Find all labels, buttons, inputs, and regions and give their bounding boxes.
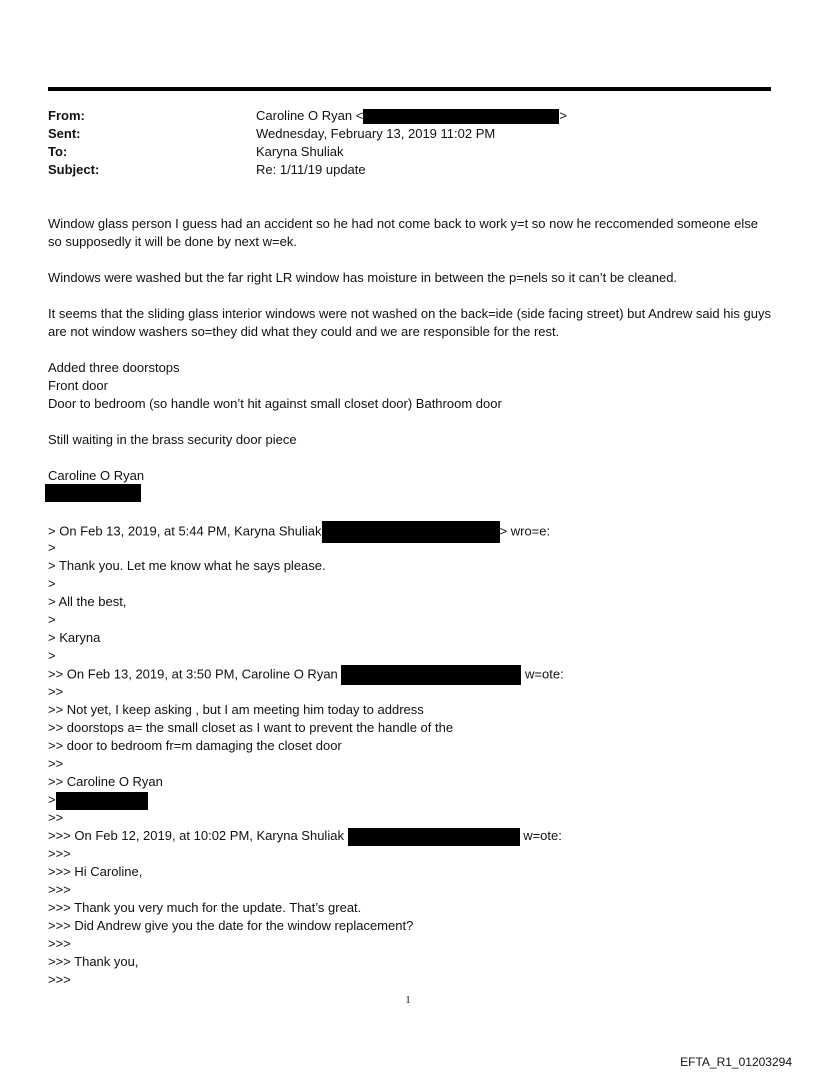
- body-paragraph-3: It seems that the sliding glass interior windows were not washed on the back=ide (side facing street) but Andrew said his guys are not window washers so=they did what they could and we are responsible for the rest.: [48, 306, 771, 339]
- quote-line: >>>: [48, 936, 71, 951]
- quote-line: >: [48, 648, 56, 663]
- subject-value: Re: 1/11/19 update: [256, 162, 366, 177]
- quote-line: >>> Did Andrew give you the date for the window replacement?: [48, 918, 414, 933]
- redaction-block: [363, 109, 559, 124]
- quote-line: >>: [48, 684, 64, 699]
- quote-line: >> Not yet, I keep asking , but I am meeting him today to address: [48, 702, 424, 717]
- header-rule: [48, 87, 771, 91]
- quote-line: >>: [48, 756, 64, 771]
- redaction-block: [56, 792, 148, 810]
- quote-line: >: [48, 576, 56, 591]
- body-paragraph-2: Windows were washed but the far right LR window has moisture in between the p=nels so it can’t be cleaned.: [48, 270, 678, 285]
- quote-line: >>: [48, 810, 64, 825]
- quote-line: >> Caroline O Ryan: [48, 774, 163, 789]
- body-line-bedroom-door: Door to bedroom (so handle won’t hit against small closet door) Bathroom door: [48, 396, 502, 411]
- page-number: 1: [405, 994, 411, 1006]
- quote-line: >>> Thank you,: [48, 954, 139, 969]
- bates-number: EFTA_R1_01203294: [680, 1055, 792, 1069]
- from-value: [256, 107, 567, 125]
- quote-line: >: [48, 540, 56, 555]
- quote-header-text: >> On Feb 13, 2019, at 3:50 PM, Caroline O Ryan: [48, 666, 338, 682]
- body-paragraph-5: Still waiting in the brass security door piece: [48, 432, 297, 447]
- subject-label: Subject:: [48, 162, 100, 177]
- from-label: From:: [48, 108, 85, 123]
- redaction-block: [348, 828, 520, 846]
- from-close-bracket: >: [559, 108, 567, 123]
- quote-header-text: > On Feb 13, 2019, at 5:44 PM, Karyna Shuliak: [48, 523, 322, 539]
- quote-line: >> doorstops a= the small closet as I want to prevent the handle of the: [48, 720, 454, 735]
- sent-label: Sent:: [48, 126, 81, 141]
- quote-line: > Karyna: [48, 630, 101, 645]
- quote-line: > All the best,: [48, 594, 127, 609]
- quote-line: [48, 791, 772, 810]
- body-line-doorstops: Added three doorstops: [48, 360, 180, 375]
- quote-line: >: [48, 612, 56, 627]
- quote-header-suffix: > wro=e:: [499, 523, 551, 539]
- redaction-block: [45, 484, 141, 502]
- quote-line: >>> Hi Caroline,: [48, 864, 143, 879]
- sent-value: Wednesday, February 13, 2019 11:02 PM: [256, 126, 496, 141]
- to-value: Karyna Shuliak: [256, 144, 344, 159]
- quote-line: [48, 827, 772, 846]
- quote-line: >>>: [48, 846, 71, 861]
- from-name: Caroline O Ryan: [256, 108, 353, 123]
- to-label: To:: [48, 144, 68, 159]
- quote-line: >> door to bedroom fr=m damaging the closet door: [48, 738, 342, 753]
- from-open-bracket: <: [355, 108, 364, 123]
- quote-header-suffix: w=ote:: [525, 666, 564, 682]
- body-line-front-door: Front door: [48, 378, 108, 393]
- quote-marker: >: [48, 792, 56, 807]
- quote-line: >>> Thank you very much for the update. That’s great.: [48, 900, 362, 915]
- body-paragraph-1: Window glass person I guess had an accident so he had not come back to work y=t so now he reccomended someone else so supposedly it will be done by next w=ek.: [48, 216, 758, 249]
- quote-line: >>>: [48, 882, 71, 897]
- quote-line: > Thank you. Let me know what he says please.: [48, 558, 326, 573]
- signature-name: Caroline O Ryan: [48, 468, 145, 483]
- quote-line: >>>: [48, 972, 71, 987]
- redaction-block: [341, 665, 521, 685]
- quote-header-text: >>> On Feb 12, 2019, at 10:02 PM, Karyna Shuliak: [48, 828, 344, 843]
- quote-line: [48, 665, 772, 685]
- quote-header-suffix: w=ote:: [523, 828, 562, 843]
